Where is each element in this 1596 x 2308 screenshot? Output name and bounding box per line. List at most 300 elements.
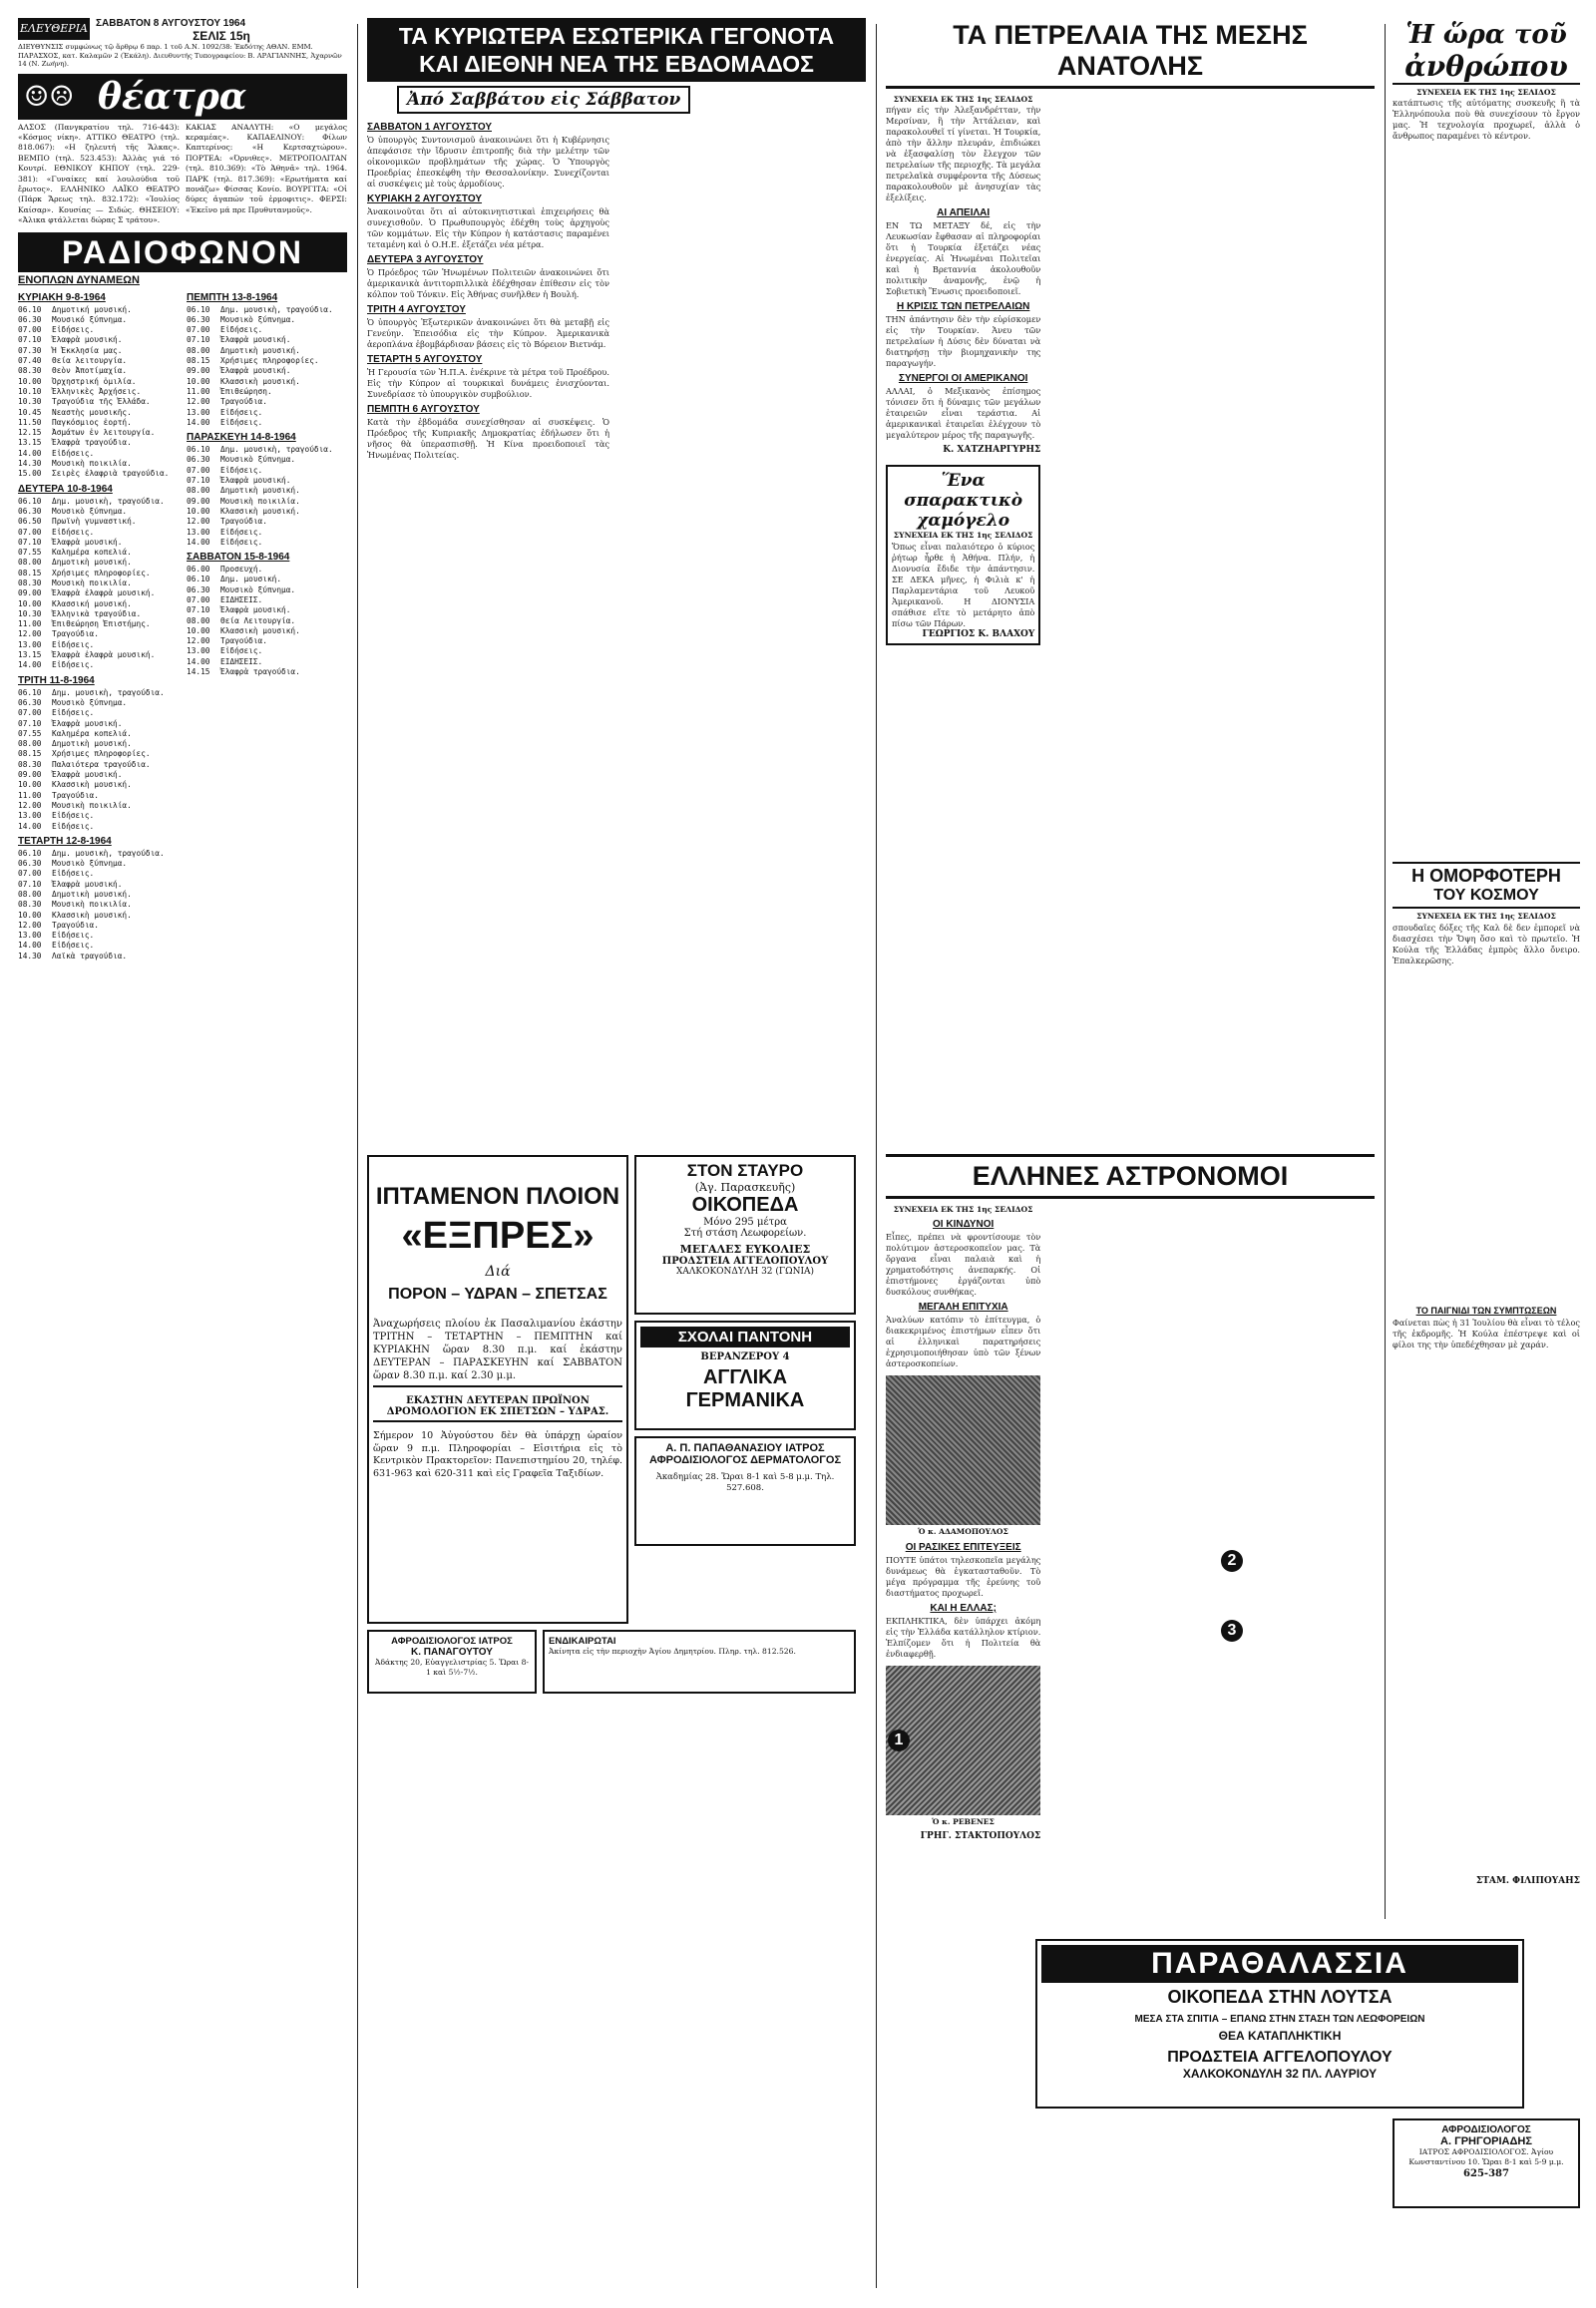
radio-program-row [18,366,179,376]
ad-ship-extra: ΕΚΑΣΤΗΝ ΔΕΥΤΕΡΑΝ ΠΡΩΪΝΟΝ ΔΡΟΜΟΛΟΓΙΟΝ ΕΚ ΣΠΕΤΣΩΝ – ΥΔΡΑΣ. [386,1395,609,1417]
radio-time: 06.30 [18,697,42,707]
radio-program-row [18,859,179,869]
radio-program: Εἰδήσεις. [52,527,95,537]
radio-program-row [18,890,179,900]
radio-program-row [18,660,179,670]
radio-program-row [18,791,179,801]
ad-stavro-line2: (Ἀγ. Παρασκευῆς) [694,1181,796,1194]
radio-program: Μουσικὴ ποικιλία. [52,577,132,587]
ora-title-line2: ἀνθρώπου [1404,50,1568,83]
radio-program: Ἐλαφρὰ μουσική. [220,366,291,376]
radio-program-row [18,941,179,951]
radio-time: 06.30 [187,584,210,594]
radio-time: 08.15 [18,568,42,577]
radio-program: Ἐλαφρὰ τραγούδια. [52,438,132,448]
radio-program-row [18,418,179,428]
ora-text: κατάπτωσις τῆς αὐτόματης συσκευῆς ἢ τὰ Ἑλληνόπουλα ποὺ θὰ συνεχίσουν τὸ ἔργον μας. Ἡ τεχνολογία προχωρεῖ, ἀλλὰ ὁ ἄνθρωπος παραμένει τὸ κέντρον. [1393,98,1583,142]
radio-program: Ὀρχηστρική ὁμιλία. [52,376,137,386]
paper-name: ΕΛΕΥΘΕΡΙΑ [19,22,88,35]
radio-program: Δημ. μουσικὴ, τραγούδια. [52,496,165,506]
radio-time: 08.00 [18,739,42,749]
radio-program-row [18,629,179,639]
ad-doctor-text: Ἀκαδημίας 28. Ὥραι 8-1 καὶ 5-8 μ.μ. Τηλ. 527.608. [655,1472,835,1494]
radio-program-row [187,408,347,418]
radio-program: Ἐλαφρὰ μουσική. [52,537,123,547]
astronomoi-continuation: ΣΥΝΕΧΕΙΑ ΕΚ ΤΗΣ 1ης ΣΕΛΙΔΟΣ [893,1205,1033,1214]
radio-time: 06.10 [18,848,42,858]
omorfoteri-title-line2: ΤΟΥ ΚΟΣΜΟΥ [1433,887,1539,905]
radio-program-row [18,315,179,325]
radio-program: Μουσικὸ ξύπνημα. [52,697,128,707]
radio-program-row [18,346,179,356]
radio-program: Μουσικὸ ξύπνημα. [220,584,296,594]
news-banner-line2: ΚΑΙ ΔΙΕΘΝΗ ΝΕΑ ΤΗΣ ΕΒΔΟΜΑΔΟΣ [419,51,814,77]
radio-program: Χρήσιμες πληροφορίες. [52,568,151,577]
radio-program-row [187,335,347,345]
radio-time: 08.00 [187,345,210,355]
radio-program: Ἐλαφρὰ τραγούδια. [220,667,300,677]
radio-time: 14.00 [18,660,42,670]
ad-stavro-line8: ΧΑΛΚΟΚΟΝΔΥΛΗ 32 (ΓΩΝΙΑ) [675,1267,815,1277]
ad-ship-line1: ΙΠΤΑΜΕΝΟΝ ΠΛΟΙΟΝ [375,1183,620,1210]
radio-program: Μουσικὴ ποικιλία. [220,496,300,506]
radio-time: 07.00 [187,594,210,604]
ad-classified-text: Ἀκίνητα εἰς τὴν περιοχὴν Ἀγίου Δημητρίου. Πληρ. τηλ. 812.526. [549,1647,796,1656]
radio-program: Τραγούδια. [220,636,267,646]
radio-program-row [187,305,347,315]
radio-program-row [187,595,347,605]
omorfoteri-sub: ΤΟ ΠΑΙΓΝΙΔΙ ΤΩΝ ΣΥΜΠΤΩΣΕΩΝ [1415,1305,1557,1316]
news-day-text: Ἀνακοινοῦται ὅτι αἱ αὐτοκινητιστικαὶ ἐπιχειρήσεις θὰ συνεχισθοῦν. Ὁ Πρωθυπουργὸς ἐδέχθη τοὺς ἀρχηγοὺς τῶν κομμάτων. Εἰς τὴν Κύπρον ἡ κατάστασις παραμένει τεταμένη καὶ ὁ Ο.Η.Ε. ἐξετάζει νέα μέτρα. [367,206,612,249]
radio-time: 06.30 [18,859,42,869]
radio-program: Θεὸν Ἀποτίμαχία. [52,366,128,376]
radio-program: Εἰδήσεις. [52,811,95,821]
radio-time: 09.00 [187,366,210,376]
radio-time: 09.00 [18,770,42,780]
radio-program-row [18,640,179,650]
ad-school-line1: ΣΧΟΛΑΙ ΠΑΝΤΟΝΗ [640,1327,850,1347]
radio-program-row [187,486,347,496]
radio-program-row [18,952,179,962]
ad-doctor-text: Ἀδάκτης 20, Εὐαγγελιστρίας 5. Ὥραι 8-1 καὶ 5½-7½. [375,1658,529,1678]
petrelaia-text3: ΤΗΝ ἀπάντησιν δὲν τὴν εὑρίσκομεν εἰς τὴν Τουρκίαν. Ἀνευ τῶν πετρελαίων ἡ Δύσις δὲν δύναται νὰ διατηρήσῃ τὴν βιομηχανικὴν της παραγωγήν. [886,314,1043,369]
masthead [18,18,347,43]
radio-program: Δημ. μουσικὴ, τραγούδια. [52,848,165,858]
radio-time: 07.10 [18,335,42,345]
radio-time: 13.00 [18,639,42,649]
radio-time: 14.30 [18,459,42,469]
radio-program-row [18,497,179,507]
radio-program: Τραγούδια τῆς Ἐλλάδα. [52,397,151,407]
radio-program: Χρήσιμες πληροφορίες. [52,749,151,759]
radio-program-row [18,931,179,941]
radio-program-row [18,729,179,739]
radio-program-row [18,719,179,729]
radio-program-row [18,438,179,448]
ad-stavro-line5: Στή στάση Λεωφορείων. [683,1228,807,1239]
news-day-text: Ἡ Γερουσία τῶν Ἡ.Π.Α. ἐνέκρινε τὰ μέτρα τοῦ Προέδρου. Εἰς τὴν Κύπρον αἱ τουρκικαὶ δυνάμεις ἐνισχύονται. Συνεδρίασε τὸ ὑπουργικὸν συμβούλιον. [367,367,612,399]
radio-program-row [18,822,179,832]
news-day-label: ΚΥΡΙΑΚΗ 2 ΑΥΓΟΥΣΤΟΥ [367,193,483,204]
radio-program-row [187,476,347,486]
radio-program-row [18,749,179,759]
radio-program-row [187,517,347,527]
radio-time: 10.00 [187,625,210,635]
theatre-title: θέατρα [98,75,247,118]
radio-program-row [18,377,179,387]
radio-program-row [18,739,179,749]
radio-time: 12.00 [187,636,210,646]
column-rule [876,24,877,2288]
radio-program-row [18,770,179,780]
radio-time: 10.30 [18,397,42,407]
radio-program-row [18,609,179,619]
radio-time: 06.10 [187,304,210,314]
radio-program: Τραγούδια. [52,920,99,930]
radio-program: Δημ. μουσικὴ, τραγούδια. [220,445,333,455]
radio-program: Δημ. μουσικὴ, τραγούδια. [220,304,333,314]
astronomoi-headline: ΕΛΛΗΝΕΣ ΑΣΤΡΟΝΟΜΟΙ [886,1154,1375,1199]
issue-date: ΣΑΒΒΑΤΟΝ 8 ΑΥΓΟΥΣΤΟΥ 1964 [96,18,246,29]
photo-number-2: 2 [1221,1550,1243,1572]
radio-program-row [187,507,347,517]
radio-program: Ἐλαφρὰ μουσική. [220,605,291,615]
radio-program-row [187,657,347,667]
radio-time: 07.00 [18,527,42,537]
radio-program: Ἀσμάτων ἐν λειτουργία. [52,428,156,438]
radio-program-row [187,667,347,677]
radio-program-row [187,366,347,376]
radio-day-label: ΤΕΤΑΡΤΗ 12-8-1964 [18,835,112,847]
radio-program-row [18,911,179,921]
radio-program: Ἐπιθεώρηση. [220,386,272,396]
ad-stavro-line4: Μόνο 295 μέτρα [703,1217,787,1228]
radio-time: 08.15 [18,749,42,759]
petrelaia-sub1: ΑΙ ΑΠΕΙΛΑΙ [937,207,991,219]
radio-program: Ἐλληνικὲς Ἀρχήσεις. [52,386,142,396]
ad-paralia-line6: ΠΡΟΔΣΤΕΙΑ ΑΓΓΕΛΟΠΟΥΛΟΥ [1167,2049,1393,2066]
radio-time: 07.10 [187,335,210,345]
radio-program-row [187,377,347,387]
radio-program: Τραγούδια. [220,517,267,527]
radio-program: Εἰδήσεις. [52,660,95,670]
petrelaia-sub3: ΣΥΝΕΡΓΟΙ ΟΙ ΑΜΕΡΙΚΑΝΟΙ [898,373,1028,385]
radio-program: Κλασσική μουσική. [52,598,132,608]
radio-program: Εἰδήσεις. [220,527,263,537]
radio-program: Κλασσικὴ μουσική. [220,376,300,386]
radio-program: Ἐλληνικὰ τραγούδια. [52,608,142,618]
radio-banner [18,232,347,272]
radio-time: 07.40 [18,356,42,366]
radio-program-row [18,538,179,548]
radio-program-row [187,585,347,595]
ad-paralia-line5: ΘΕΑ ΚΑΤΑΠΛΗΚΤΙΚΗ [1218,2029,1342,2043]
radio-time: 12.00 [18,920,42,930]
ad-doctor-title: ΑΦΡΟΔΙΣΙΟΛΟΓΟΣ ΙΑΤΡΟΣ [391,1636,513,1647]
radio-program-row [187,616,347,626]
radio-program-row [18,528,179,538]
photo-adamopoulos [886,1375,1040,1525]
radio-program: Χρήσιμες πληροφορίες. [220,356,319,366]
radio-program: Νεαστὴς μουσικῆς. [52,407,132,417]
radio-program-row [18,801,179,811]
ad-ship-body: Ἀναχωρήσεις πλοίου ἐκ Πασαλιμανίου ἑκάστην ΤΡΙΤΗΝ – ΤΕΤΑΡΤΗΝ – ΠΕΜΠΤΗΝ καί ΚΥΡΙΑΚΗΝ ὥραν 8.30 π.μ. καί ἑκάστην ΔΕΥΤΕΡΑΝ – ΠΑΡΑΣΚΕΥΗΝ καί ΣΑΒΒΑΤΟΝ ὥραν 8.30 π.μ. καί 2.30 μ.μ. [373,1319,622,1381]
radio-program: Τραγούδια. [220,397,267,407]
ad-doctor2-phone: 625-387 [1463,2167,1509,2179]
radio-time: 07.10 [18,537,42,547]
radio-time: 14.30 [18,951,42,961]
radio-time: 12.15 [18,428,42,438]
radio-program-row [187,528,347,538]
radio-time: 10.00 [187,376,210,386]
radio-program: Εἰδήσεις. [52,931,95,941]
radio-program: Κλασσικὴ μουσική. [220,506,300,516]
astronomoi-signature: ΓΡΗΓ. ΣΤΑΚΤΟΠΟΥΛΟΣ [920,1831,1041,1842]
radio-subtitle: ΕΝΟΠΛΩΝ ΔΥΝΑΜΕΩΝ [18,273,140,286]
radio-time: 10.00 [18,780,42,790]
radio-program-row [187,445,347,455]
radio-time: 14.00 [18,821,42,831]
radio-program: Εἰδήσεις. [52,821,95,831]
theatre-masks-icon: ☺☹ [24,79,75,113]
radio-day-label: ΔΕΥΤΕΡΑ 10-8-1964 [18,483,113,495]
radio-program-row [18,408,179,418]
radio-program-row [187,538,347,548]
radio-time: 14.00 [187,537,210,547]
radio-program-row [18,469,179,479]
astronomoi-sub3: ΟΙ ΡΑΣΙΚΕΣ ΕΠΙΤΕΥΞΕΙΣ [905,1541,1021,1553]
radio-program-row [187,418,347,428]
smile-title: Ἕνα σπαρακτικὸ χαμόγελο [904,471,1023,532]
radio-program: Ἡ Ἐκκλησία μας. [52,345,123,355]
right-column [1393,14,1583,2298]
news-banner-line1: ΤΑ ΚΥΡΙΩΤΕΡΑ ΕΣΩΤΕΡΙΚΑ ΓΕΓΟΝΟΤΑ [398,23,835,49]
radio-time: 08.00 [187,486,210,496]
astronomoi-text3: ΠΟΥΤΕ ὑπάτοι τηλεσκοπεῖα μεγάλης δυνάμεως θὰ ἐγκατασταθοῦν. Τὸ μέγα πρόγραμμα τῆς ἐρεύνης τοῦ διαστήματος προχωρεῖ. [886,1554,1043,1598]
petrelaia-signature: Κ. ΧΑΤΖΗΑΡΓΥΡΗΣ [943,445,1041,456]
news-day-text: Ὁ Πρόεδρος τῶν Ἡνωμένων Πολιτειῶν ἀνακοινώνει ὅτι ἀμερικανικὰ ἀντιτορπιλλικὰ ἐδέχθησαν ἐπίθεσιν εἰς τὸν κόλπον τοῦ Τόνκιν. Εἰς Ἀθήνας συνῆλθεν ἡ Βουλή. [367,267,612,299]
radio-program: Προσευχή. [220,565,263,575]
radio-program-row [18,811,179,821]
radio-program: Εἰδήσεις. [220,407,263,417]
radio-time: 06.10 [187,445,210,455]
radio-program: Ἐλαφρὰ ἐλαφρὰ μουσική. [52,650,156,660]
photo-number-1: 1 [888,1730,910,1751]
theatre-listings-left: ΑΛΣΟΣ (Πανγκρατίου τηλ. 716-443): «Κόσμος νίκη». ΑΤΤΙΚΟ ΘΕΑΤΡΟ (τηλ. 818.067): «Η ζηλευτή τῆς Ἄλκας». ΒΕΜΠΟ (τηλ. 523.453): Ἀλλὰς γιά τό Κουτρί. ΕΘΝΙΚΟΥ ΚΗΠΟΥ (τηλ. 229-381): «Γυναίκες καί λουλούδια τοῦ ἔρωτος». ΕΛΛΗΝΙΚΟ ΛΑΪΚΟ ΘΕΑΤΡΟ (Πάρκ Ἄρεως τηλ. 832.172): «Ἰουλίος Καίσαρ». Κουσίας — Σιδώς. ΘΗΣΕΙΟΥ: «Ἀλικα φτάλλεται δώρας Σ τράτου». [18,122,180,225]
radio-time: 13.00 [187,407,210,417]
ad-ship-footer: Σήμερον 10 Ἀὐγούστου δὲν θὰ ὑπάρχῃ ὡραίον ὥραν 9 π.μ. Πληροφορίαι – Εἰσιτήρια εἰς τὸ Κεντρικὸν Πρακτορεῖον: Πανεπιστημίου 20, τηλέφ. 631-963 καὶ 620-311 καὶ εἰς Γραφεῖα Ταξιδίων. [373,1430,622,1479]
radio-program-row [18,459,179,469]
ad-ship [367,1155,628,1624]
smile-continuation: ΣΥΝΕΧΕΙΑ ΕΚ ΤΗΣ 1ης ΣΕΛΙΔΟΣ [893,531,1033,541]
radio-program-row [18,548,179,558]
radio-program: Μουσικὸ ξύπνημα. [52,506,128,516]
astronomoi-sub2: ΜΕΓΑΛΗ ΕΠΙΤΥΧΙΑ [918,1302,1008,1314]
radio-program: Εἰδήσεις. [220,465,263,475]
petrelaia-continuation: ΣΥΝΕΧΕΙΑ ΕΚ ΤΗΣ 1ης ΣΕΛΙΔΟΣ [893,95,1033,104]
petrelaia-text: πήγαν εἰς τὴν Ἀλεξανδρέτταν, τὴν Μερσίναν, ἢ τὴν Ἀττάλειαν, καὶ παρακολουθεῖ τί γίνεται. Ἡ Τουρκία, ἀπὸ τὴν ἄλλην πλευράν, ἐπιδιώκει νὰ ἐξασφαλίσῃ τὸν ἔλεγχον τῶν πετρελαίων τῆς περιοχῆς. Τὰ μεγάλα πετρελαϊκὰ συμφέροντα τῆς Δύσεως παρακολουθοῦν μὲ ἀνησυχίαν τὰς ἐξελίξεις. [886,105,1043,203]
radio-program-row [18,780,179,790]
radio-program: Θεία Λειτουργία. [220,615,296,625]
news-subbanner: Ἀπό Σαββάτου εἰς Σάββατον [397,86,690,114]
theatre-listings-right: ΚΑΚΙΑΣ ΑΝΑΛΥΤΗ: «Ο μεγάλος κεραμέας». ΚΑΠΑΕΛΙΝΟΥ: Φίλων Καπτερίνος: «Η Κερτσαχτώρου». ΠΟΡΤΕΑ: «Όρνιθες». ΜΕΤΡΟΠΟΛΙΤΑΝ (τηλ. 810.369): «Τὸ Ἀθηνᾶ» τηλ. 1964. ΠΑΡΚ (τηλ. 817.369): «Ερωτήματα καί πονάζω» Φίσσας Κονίο. ΒΟΥΡΓΙΤΑ: «Οἱ δύρες ἀγαπών τοῦ ἐρμοφιτις». ΦΕΡΣΙ: «Ἐκεῖνο μά πρε Πρυθυτανμοῦς». [186,122,347,214]
radio-program: Μουσικό ξύπνημα. [52,314,128,324]
ad-doctor2-text: ΙΑΤΡΟΣ ΑΦΡΟΔΙΣΙΟΛΟΓΟΣ. Ἀγίου Κωνσταντίνου 10. Ὥραι 8-1 καὶ 5-9 μ.μ. [1408,2147,1564,2167]
radio-schedule-right [187,288,347,962]
radio-program: Ἐλαφρὰ μουσική. [52,770,123,780]
radio-time: 06.30 [18,506,42,516]
radio-time: 07.00 [187,465,210,475]
smile-text: Ὅπως εἶναι παλαιότερο ὁ κύριος ῥήτωρ ἦρθε ἡ Ἀθήνα. Πλήν, ἡ Διονυσία ἔδιδε τὴν ἀπάντησιν. ΣΕ ΔΕΚΑ μῆνες, ἡ Φιλιὰ κ' ἡ Παρλαμεντάρια τοῦ Λευκοῦ Ἀμερικανοῦ. Η ΔΙΟΝΥΣΙΑ σπάθισε εἴτε τὸ μετάρητο ἀπὸ πίσω τῶν Πάρων. [892,541,1037,628]
radio-time: 13.15 [18,650,42,660]
radio-time: 10.00 [18,910,42,920]
ad-paralia-line1: ΠΑΡΑΘΑΛΑΣΣΙΑ [1041,1945,1518,1983]
radio-program: Παγκόσμιος ἑορτή. [52,417,132,427]
news-day-text: Ὁ ὑπουργὸς Συντονισμοῦ ἀνακοινώνει ὅτι ἡ Κυβέρνησις ἀπεφάσισε τὴν ἵδρυσιν ἐπιτροπῆς διὰ τὴν μελέτην τῶν οἰκονομικῶν προβλημάτων τῆς χώρας. Ὁ Ὑπουργὸς Προεδρίας ἐπεσκέφθη τὴν Θεσσαλονίκην. Συνεχίζονται αἱ συσκέψεις μὲ τοὺς ἀρμοδίους. [367,135,612,189]
masthead-credits: ΔΙΕΥΘΥΝΣΙΣ συμφώνως τῷ ἄρθρῳ 6 παρ. 1 τοῦ Α.Ν. 1092/38: Ἐκδότης ΑΘΑΝ. ΕΜΜ. ΠΑΡΑΣΧΟΣ, κατ. Καλαμῶν 2 (Ἐκάλη). Διευθυντής Τυπογραφείου: Β. ΑΡΑΓΙΑΝΝΗΣ, Ἀχαρνῶν 14 (Ν. Ζωήνη). [18,43,342,68]
radio-time: 06.10 [18,304,42,314]
ad-classified-title: ΕΝΔΙΚΑΙΡΩΤΑΙ [549,1636,616,1647]
astronomoi-text1: Εἶπες, πρέπει νὰ φροντίσουμε τὸν πολύτιμον ἀστεροσκοπεῖον μας. Τὰ ὄργανα εἶναι παλαιὰ καὶ ἡ χρηματοδότησις ἀνεπαρκής. Οἱ ἐπιστήμονες ἐργάζονται ὑπὸ δυσκόλους συνθήκας. [886,1232,1043,1298]
radio-program: Εἰδήσεις. [52,325,95,335]
radio-program: Καλημέρα κοπελιά. [52,548,132,558]
photo-caption-adamopoulos: Ὁ κ. ΑΔΑΜΟΠΟΥΛΟΣ [918,1527,1008,1537]
radio-program-row [18,558,179,568]
radio-program: Δημοτική μουσική. [52,304,132,314]
radio-program-row [18,569,179,578]
paper-logo [18,18,90,40]
radio-program: Λαϊκὰ τραγούδια. [52,951,128,961]
radio-time: 06.10 [18,496,42,506]
news-days [367,118,866,1135]
radio-time: 06.00 [187,565,210,575]
radio-program-row [18,760,179,770]
news-day-label: ΔΕΥΤΕΡΑ 3 ΑΥΓΟΥΣΤΟΥ [367,254,484,265]
ora-signature: ΣΤΑΜ. ΦΙΛΙΠΟΥΑΗΣ [1475,1875,1580,1886]
radio-program-row [18,921,179,931]
radio-program: Καλημέρα κοπελιά. [52,728,132,738]
page-number: ΣΕΛΙΣ 15η [193,29,250,43]
radio-program: Εἰδήσεις. [220,646,263,656]
radio-time: 08.00 [187,615,210,625]
ad-doctor2-name: Α. ΓΡΗΓΟΡΙΑΔΗΣ [1440,2135,1532,2147]
radio-program: Εἰδήσεις. [52,941,95,951]
radio-program: Δημ. μουσικὴ, τραγούδια. [52,687,165,697]
radio-program: Δημοτικὴ μουσική. [220,345,300,355]
radio-time: 10.45 [18,407,42,417]
radio-time: 14.00 [187,417,210,427]
radio-time: 10.10 [18,386,42,396]
ad-classified [543,1630,856,1694]
radio-program: Μουσικὸ ξύπνημα. [52,859,128,869]
radio-program-row [187,455,347,465]
column-rule [357,24,358,2288]
petrelaia-text4: ΑΛΛΑΙ, ὁ Μεξικανὸς ἐπίσημος τόνισεν ὅτι ἡ δύναμις τῶν μεγάλων ἑταιρειῶν εἶναι τεράστια. Αἱ ἀμερικανικαὶ ἑταιρεῖαι ἐλέγχουν τὸ μεγαλύτερον μέρος τῆς παραγωγῆς. [886,386,1043,441]
radio-program: Μουσικὴ ποικιλία. [52,900,132,910]
news-day-text: Κατὰ τὴν ἐβδομάδα συνεχίσθησαν αἱ συσκέψεις. Ὁ Πρόεδρος τῆς Κυπριακῆς Δημοκρατίας ἐδήλωσεν ὅτι ἡ νῆσος θὰ ὑπερασπισθῇ. Ἡ Κίνα προειδοποιεῖ τὰς Ἡνωμένας Πολιτείας. [367,417,612,460]
ad-doctor2-title: ΑΦΡΟΔΙΣΙΟΛΟΓΟΣ [1441,2124,1531,2135]
radio-time: 12.00 [18,800,42,810]
radio-program-row [187,466,347,476]
radio-time: 07.10 [187,476,210,486]
radio-program: Εἰδήσεις. [52,448,95,458]
news-day-text: Ὁ ὑπουργὸς Ἐξωτερικῶν ἀνακοινώνει ὅτι θὰ μεταβῇ εἰς Γενεύην. Ἐπεισόδια εἰς τὴν Κύπρον. Ἀμερικανικὰ ἀεροπλάνα ἐβομβάρδισαν βάσεις εἰς τὸ Βόρειον Βιετνάμ. [367,317,612,349]
radio-time: 07.00 [18,869,42,879]
radio-program: Ἐλαφρὰ μουσική. [52,879,123,889]
radio-time: 10.00 [18,376,42,386]
omorfoteri-title-line1: Η ΟΜΟΡΦΟΤΕΡΗ [1411,866,1561,887]
radio-program-row [187,575,347,584]
radio-program-row [18,619,179,629]
radio-program: Πρωϊνὴ γυμναστική. [52,517,137,527]
smile-box [886,465,1040,644]
omorfoteri-text2: Φαίνεται πὼς ἡ 31 Ἰουλίου θὰ εἶναι τὸ τέλος τῆς ἐκδρομῆς. Ἡ Κούλα ἐπέστρεψε καὶ οἱ φίλοι της τὴν ὑπεδέχθησαν μὲ χαράν. [1393,1317,1583,1349]
ora-continuation: ΣΥΝΕΧΕΙΑ ΕΚ ΤΗΣ 1ης ΣΕΛΙΔΟΣ [1416,88,1556,97]
ora-title [1393,20,1580,85]
astronomoi-body [886,1205,1375,1893]
radio-program-row [187,636,347,646]
radio-time: 06.10 [18,687,42,697]
radio-time: 07.00 [187,325,210,335]
column-rule [1385,24,1386,1919]
news-banner [367,18,866,82]
radio-program-row [18,650,179,660]
radio-program: Μουσικὸ ξύπνημα. [220,455,296,465]
radio-time: 07.00 [18,708,42,718]
radio-program: Ἐλαφρὰ μουσική. [52,335,123,345]
radio-program-row [18,517,179,527]
radio-program: Δημοτικὴ μουσική. [52,739,132,749]
radio-time: 14.15 [187,667,210,677]
radio-program-row [18,588,179,598]
omorfoteri-title [1393,862,1580,909]
radio-day-label: ΚΥΡΙΑΚΗ 9-8-1964 [18,291,106,303]
radio-program-row [18,708,179,718]
radio-program-row [18,335,179,345]
radio-time: 07.10 [187,605,210,615]
radio-program: Ἐλαφρὰ μουσική. [52,718,123,728]
center-right-column [886,14,1425,2298]
radio-program-row [18,900,179,910]
radio-program-row [187,315,347,325]
ad-school-line2: ΒΕΡΑΝΖΕΡΟΥ 4 [700,1351,790,1362]
radio-time: 08.15 [187,356,210,366]
petrelaia-text2: ΕΝ ΤΩ ΜΕΤΑΞΥ δέ, εἰς τὴν Λευκωσίαν ἔφθασαν αἱ πληροφορίαι ὅτι ἡ Τουρκία ἐξετάζει νέας ἐνεργείας. Αἱ Ἡνωμέναι Πολιτεῖαι καὶ ἡ Βρεταννία ἀκολουθοῦν πολιτικὴν ἀναμονῆς, ἐνῷ ἡ Σοβιετικὴ Ἕνωσις προειδοποιεῖ. [886,220,1043,297]
radio-program: Μουσικὸ ξύπνημα. [220,314,296,324]
radio-program-row [187,605,347,615]
ad-stavro [634,1155,856,1315]
radio-time: 09.00 [187,496,210,506]
radio-program: Μουσικὴ ποικιλία. [52,800,132,810]
astronomoi-sub4: ΚΑΙ Η ΕΛΛΑΣ; [930,1602,997,1614]
radio-time: 11.50 [18,417,42,427]
radio-program-row [18,507,179,517]
radio-time: 06.50 [18,517,42,527]
radio-program: Κλασσικὴ μουσική. [52,780,132,790]
radio-program-row [18,428,179,438]
radio-time: 11.00 [187,386,210,396]
radio-time: 10.00 [18,598,42,608]
radio-program: Κλασσικὴ μουσική. [220,625,300,635]
radio-time: 06.30 [187,455,210,465]
ad-stavro-line3: ΟΙΚΟΠΕΔΑ [691,1194,799,1216]
radio-time: 07.10 [18,718,42,728]
radio-program: Εἰδήσεις. [220,417,263,427]
radio-time: 08.00 [18,890,42,899]
radio-program: Δημοτικὴ μουσική. [52,890,132,899]
radio-time: 06.10 [187,575,210,584]
ad-doctor-name: Κ. ΠΑΝΑΓΟΥΤΟΥ [411,1647,493,1658]
